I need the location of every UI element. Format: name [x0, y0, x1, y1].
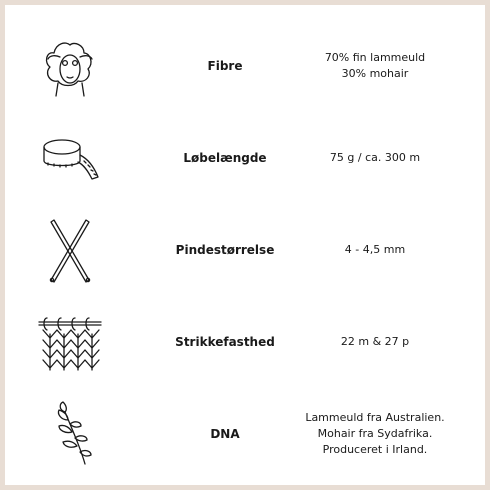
- spec-label: Strikkefasthed: [175, 335, 275, 349]
- plant-sprig-icon: [35, 388, 105, 480]
- spec-label: Løbelængde: [183, 151, 267, 165]
- sheep-icon: [35, 20, 105, 112]
- spec-row-gauge: [5, 296, 485, 388]
- spec-row-needles: [5, 204, 485, 296]
- spec-value: 75 g / ca. 300 m: [329, 151, 421, 165]
- spec-label: DNA: [210, 427, 240, 441]
- spec-value: 70% fin lammeuld 30% mohair: [324, 51, 426, 80]
- spec-row-dna: [5, 388, 485, 480]
- spec-label: Pindestørrelse: [175, 243, 275, 257]
- knit-stitches-icon: [35, 296, 105, 388]
- spec-value: Lammeuld fra Australien. Mohair fra Sydafrika. Produceret i Irland.: [305, 411, 445, 456]
- measuring-tape-icon: [35, 112, 105, 204]
- spec-value: 4 - 4,5 mm: [344, 243, 406, 257]
- spec-row-length: [5, 112, 485, 204]
- spec-label: Fibre: [207, 59, 243, 73]
- knitting-needles-icon: [35, 204, 105, 296]
- spec-value: 22 m & 27 p: [340, 335, 410, 349]
- spec-row-fibre: [5, 20, 485, 112]
